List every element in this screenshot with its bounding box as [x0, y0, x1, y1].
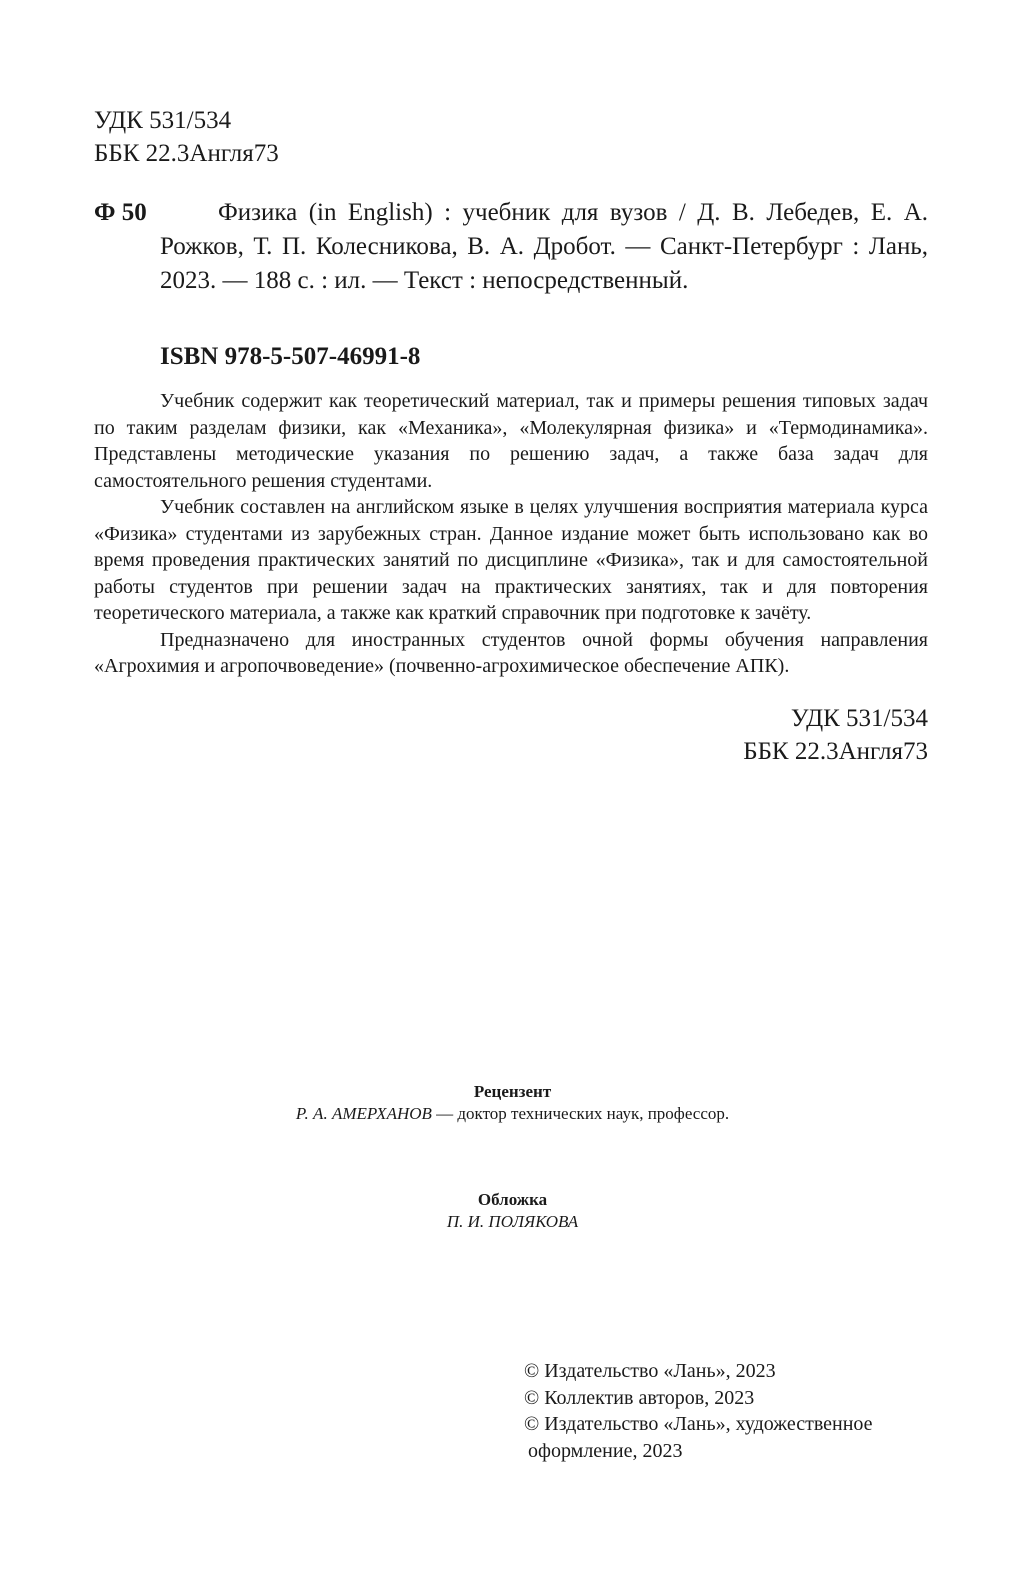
copyright-authors: © Коллектив авторов, 2023: [524, 1386, 755, 1409]
bbk-code: ББК 22.3Англя73: [94, 140, 279, 167]
annotation-paragraph: Предназначено для иностранных студентов очной формы обучения направления «Агрохимия и агропочвоведение» (почвенно-агрохимическое обеспечение АПК).: [94, 628, 928, 677]
annotation-paragraph: Учебник составлен на английском языке в целях улучшения восприятия материала курса «Физика» студентами из зарубежных стран. Данное издание может быть использовано как во время проведения практических занятий по дисциплине «Физика», так и для самостоятельной работы студентов при решении задач на практических занятиях, так и для повторения теоретического материала, а также как краткий справочник при подготовке к зачёту.: [94, 496, 928, 624]
bibliographic-record: [94, 196, 928, 298]
classification-codes-top: [94, 104, 279, 170]
reviewer-block: [0, 1081, 1025, 1125]
isbn: ISBN 978-5-507-46991-8: [160, 343, 421, 370]
annotation: [94, 388, 928, 680]
cover-block: [0, 1189, 1025, 1233]
copyright-design-continued: оформление, 2023: [528, 1439, 683, 1462]
cover-heading: Обложка: [477, 1190, 548, 1209]
bbk-code: ББК 22.3Англя73: [743, 738, 928, 765]
udk-code: УДК 531/534: [94, 107, 232, 134]
reviewer-heading: Рецензент: [473, 1082, 552, 1101]
bibliographic-entry: Физика (in English) : учебник для вузов / Д. В. Лебедев, Е. А. Рожков, Т. П. Колесникова, В. А. Дробот. — Санкт-Петербург : Лань, 2023. — 188 с. : ил. — Текст : непосредственный.: [160, 199, 928, 294]
reviewer-description: — доктор технических наук, профессор.: [431, 1104, 730, 1123]
copyright-design: © Издательство «Лань», художественное: [524, 1413, 873, 1435]
author-mark: Ф 50: [94, 199, 147, 226]
annotation-paragraph: Учебник содержит как теоретический материал, так и примеры решения типовых задач по таким разделам физики, как «Механика», «Молекулярная физика» и «Термодинамика». Представлены методические указания по решению задач, а также база задач для самостоятельного решения студентами.: [94, 390, 928, 492]
cover-designer-name: П. И. ПОЛЯКОВА: [446, 1212, 579, 1231]
copyright-publisher: © Издательство «Лань», 2023: [524, 1360, 776, 1382]
reviewer-line: [0, 1103, 1025, 1125]
reviewer-name: Р. А. АМЕРХАНОВ: [295, 1104, 432, 1123]
udk-code: УДК 531/534: [790, 705, 928, 732]
classification-codes-bottom: [743, 702, 928, 768]
copyright-notices: [524, 1358, 873, 1464]
